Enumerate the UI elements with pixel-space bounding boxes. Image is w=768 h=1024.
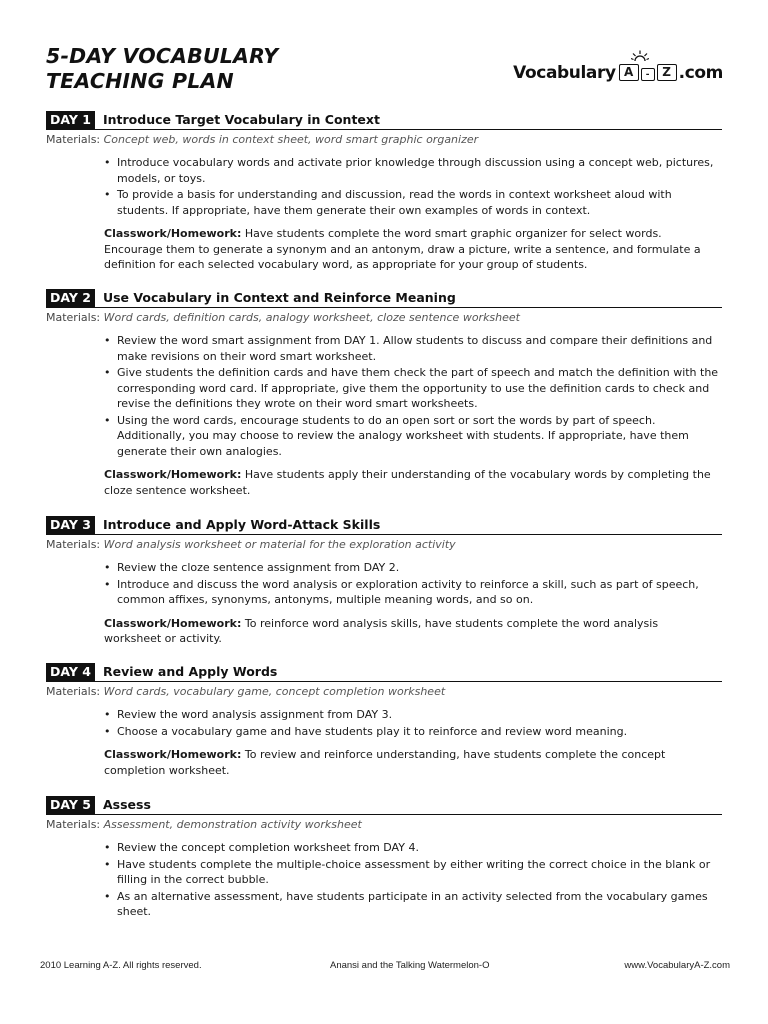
activity-list	[104, 707, 722, 739]
materials-label: Materials:	[46, 133, 101, 146]
list-item: • To provide a basis for understanding and discussion, read the words in context worksheet aloud with students. If appropriate, have them generate their own examples of words in context.	[104, 187, 722, 218]
materials-label: Materials:	[46, 538, 101, 551]
logo-letter-blocks	[619, 64, 677, 81]
classwork-homework-text: To review and reinforce understanding, have students complete the concept completion worksheet.	[104, 748, 666, 777]
classwork-homework-label: Classwork/Homework:	[104, 227, 242, 240]
materials-label: Materials:	[46, 311, 101, 324]
materials-line	[46, 684, 722, 699]
page-title-line-1: 5-DAY VOCABULARY	[46, 44, 279, 68]
list-item: • Review the cloze sentence assignment from DAY 2.	[104, 560, 722, 576]
day-heading	[46, 290, 722, 308]
list-item: • Choose a vocabulary game and have students play it to reinforce and review word meaning.	[104, 724, 722, 740]
logo-block-z: Z	[657, 64, 677, 81]
classwork-homework-text: Have students apply their understanding of the vocabulary words by completing the cloze sentence worksheet.	[104, 468, 711, 497]
materials-line	[46, 537, 722, 552]
materials-text: Word analysis worksheet or material for the exploration activity	[103, 538, 456, 551]
list-item: • Have students complete the multiple-choice assessment by either writing the correct choice in the blank or filling in the correct bubble.	[104, 857, 722, 888]
day-badge: DAY 5	[46, 796, 95, 814]
list-item: • Review the word smart assignment from DAY 1. Allow students to discuss and compare their definitions and make revisions on their word smart worksheet.	[104, 333, 722, 364]
materials-text: Word cards, definition cards, analogy worksheet, cloze sentence worksheet	[103, 311, 520, 324]
classwork-homework-label: Classwork/Homework:	[104, 468, 242, 481]
materials-text: Concept web, words in context sheet, word smart graphic organizer	[103, 133, 479, 146]
activity-list	[104, 155, 722, 218]
day-3-section	[46, 517, 722, 647]
day-heading	[46, 664, 722, 682]
logo-suffix: .com	[678, 63, 723, 83]
materials-text: Assessment, demonstration activity worksheet	[103, 818, 362, 831]
materials-label: Materials:	[46, 685, 101, 698]
logo-block-a: A	[619, 64, 639, 81]
materials-line	[46, 817, 722, 832]
activity-list	[104, 333, 722, 459]
day-badge: DAY 4	[46, 663, 95, 681]
sun-rays-icon	[631, 50, 649, 62]
list-item: • Review the word analysis assignment from DAY 3.	[104, 707, 722, 723]
classwork-homework-text: To reinforce word analysis skills, have students complete the word analysis worksheet or activity.	[104, 616, 659, 645]
classwork-homework	[104, 747, 714, 778]
day-1-section	[46, 112, 722, 273]
materials-line	[46, 310, 722, 325]
materials-text: Word cards, vocabulary game, concept completion worksheet	[103, 685, 446, 698]
day-5-section	[46, 797, 722, 921]
page-header	[46, 44, 726, 94]
classwork-homework-label: Classwork/Homework:	[104, 748, 242, 761]
day-heading	[46, 112, 722, 130]
logo-word: Vocabulary	[513, 63, 616, 83]
page-title-line-2: TEACHING PLAN	[46, 69, 234, 93]
copyright-text: 2010 Learning A-Z. All rights reserved.	[40, 960, 202, 971]
classwork-homework	[104, 226, 714, 273]
day-2-section	[46, 290, 722, 498]
list-item: • Introduce and discuss the word analysis or exploration activity to reinforce a skill, such as part of speech, common affixes, synonyms, antonyms, multiple meaning words, and so on.	[104, 577, 722, 608]
activity-list	[104, 840, 722, 920]
classwork-homework	[104, 467, 714, 498]
list-item: • Introduce vocabulary words and activate prior knowledge through discussion using a concept web, pictures, models, or toys.	[104, 155, 722, 186]
list-item: • As an alternative assessment, have students participate in an activity selected from the vocabulary games sheet.	[104, 889, 722, 920]
list-item: • Using the word cards, encourage students to do an open sort or sort the words by part of speech. Additionally, you may choose to review the analogy worksheet with students. If appropriate, have them generate their own analogies.	[104, 413, 722, 460]
activity-list	[104, 560, 722, 608]
classwork-homework-text: Have students complete the word smart graphic organizer for select words. Encourage them to generate a synonym and an antonym, draw a picture, write a sentence, and formulate a definition for each selected vocabulary word, as appropriate for your group of students.	[104, 227, 701, 271]
list-item: • Give students the definition cards and have them check the part of speech and match the definition with the corresponding word card. If appropriate, give them the opportunity to use the definition cards to check and revise the definitions they wrote on their word smart worksheets.	[104, 365, 722, 412]
vocabulary-az-logo	[513, 48, 723, 84]
page-footer	[40, 960, 730, 974]
logo-block-dash: -	[641, 68, 655, 81]
day-title: Assess	[102, 797, 151, 812]
day-badge: DAY 3	[46, 516, 95, 534]
day-badge: DAY 2	[46, 289, 95, 307]
day-title: Introduce Target Vocabulary in Context	[102, 112, 380, 127]
day-title: Review and Apply Words	[102, 664, 278, 679]
day-badge: DAY 1	[46, 111, 95, 129]
list-item: • Review the concept completion worksheet from DAY 4.	[104, 840, 722, 856]
website-link[interactable]: www.VocabularyA-Z.com	[624, 960, 730, 971]
day-heading	[46, 797, 722, 815]
materials-label: Materials:	[46, 818, 101, 831]
classwork-homework	[104, 616, 714, 647]
classwork-homework-label: Classwork/Homework:	[104, 616, 242, 630]
day-title: Introduce and Apply Word-Attack Skills	[102, 517, 381, 532]
day-4-section	[46, 664, 722, 778]
materials-line	[46, 132, 722, 147]
day-title: Use Vocabulary in Context and Reinforce Meaning	[102, 290, 456, 305]
day-heading	[46, 517, 722, 535]
book-title-text: Anansi and the Talking Watermelon-O	[330, 960, 490, 971]
